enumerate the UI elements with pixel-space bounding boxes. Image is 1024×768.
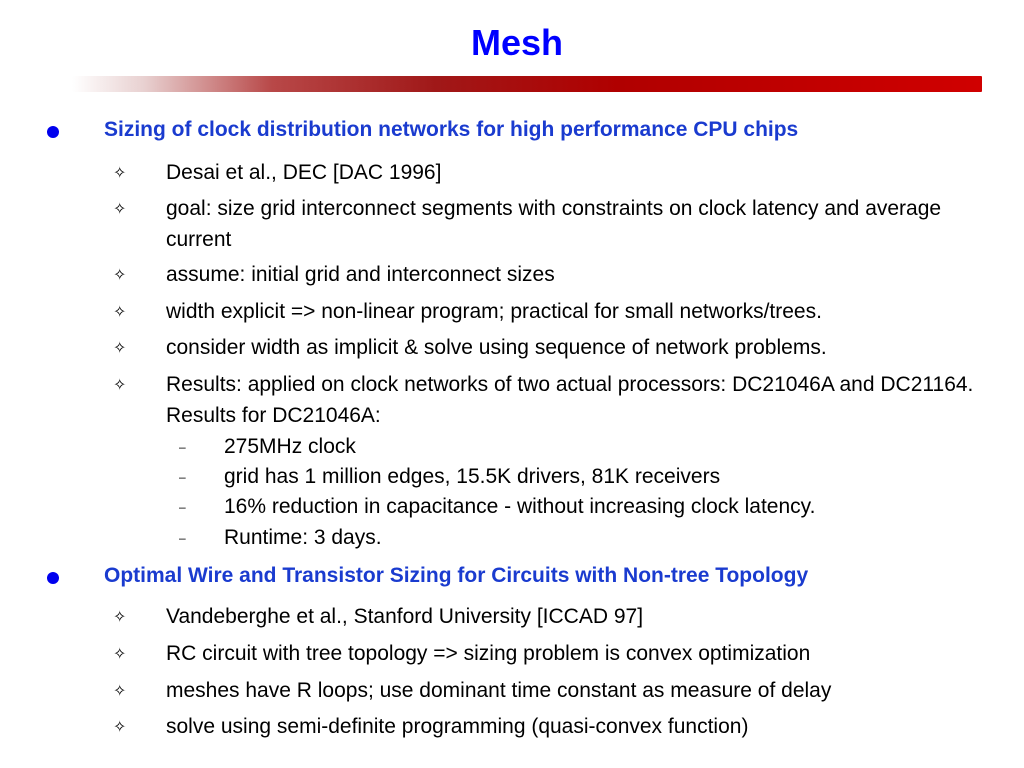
list-item-text: consider width as implicit & solve using sequence of network problems. <box>166 336 827 359</box>
sparkle-bullet-icon: ✧ <box>113 265 127 284</box>
sparkle-bullet-icon: ✧ <box>113 302 127 321</box>
list-item-text: Results: applied on clock networks of two actual processors: DC21046A and DC21164. Results for DC21046A: <box>166 373 974 427</box>
sparkle-bullet-icon: ✧ <box>113 717 127 736</box>
slide-title: Mesh <box>470 22 564 63</box>
section-heading-text: Sizing of clock distribution networks for high performance CPU chips <box>104 118 799 141</box>
list-item-text: width explicit => non-linear program; practical for small networks/trees. <box>166 300 822 323</box>
dash-bullet-icon: – <box>179 470 186 484</box>
dash-bullet-icon: – <box>179 440 186 454</box>
list-item-text: Desai et al., DEC [DAC 1996] <box>166 161 442 184</box>
sparkle-bullet-icon: ✧ <box>113 375 127 394</box>
list-item-text: assume: initial grid and interconnect sizes <box>166 263 555 286</box>
dash-bullet-icon: – <box>179 500 186 514</box>
bullet-dot-icon <box>47 126 59 138</box>
dash-bullet-icon: – <box>179 531 186 545</box>
list-item-text: solve using semi-definite programming (quasi-convex function) <box>166 715 749 738</box>
sparkle-bullet-icon: ✧ <box>113 199 127 218</box>
sparkle-bullet-icon: ✧ <box>113 607 127 626</box>
sub-list-item-text: 16% reduction in capacitance - without increasing clock latency. <box>224 495 816 518</box>
list-item-text: Vandeberghe et al., Stanford University [ICCAD 97] <box>166 605 644 628</box>
sparkle-bullet-icon: ✧ <box>113 163 127 182</box>
sub-list-item-text: grid has 1 million edges, 15.5K drivers, 81K receivers <box>224 465 721 488</box>
sub-list-item-text: 275MHz clock <box>224 435 356 458</box>
sparkle-bullet-icon: ✧ <box>113 681 127 700</box>
section-heading-text: Optimal Wire and Transistor Sizing for Circuits with Non-tree Topology <box>104 564 809 587</box>
sparkle-bullet-icon: ✧ <box>113 338 127 357</box>
list-item-text: goal: size grid interconnect segments with constraints on clock latency and average current <box>166 197 942 251</box>
title-divider-bar <box>72 76 982 92</box>
list-item-text: meshes have R loops; use dominant time constant as measure of delay <box>166 679 832 702</box>
sub-list-item-text: Runtime: 3 days. <box>224 526 382 549</box>
list-item-text: RC circuit with tree topology => sizing problem is convex optimization <box>166 642 811 665</box>
bullet-dot-icon <box>47 572 59 584</box>
sparkle-bullet-icon: ✧ <box>113 644 127 663</box>
